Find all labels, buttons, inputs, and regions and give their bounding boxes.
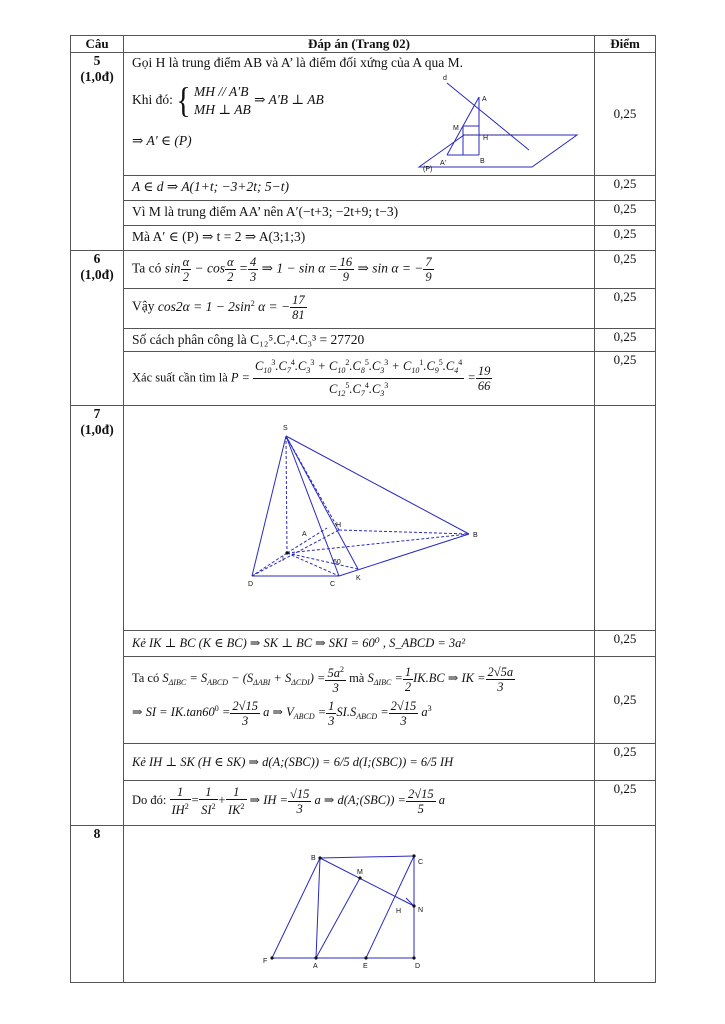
q8-label-c: C — [418, 859, 424, 866]
q7-label-angle: 60 — [333, 559, 341, 566]
q5-label-h: H — [483, 135, 489, 142]
q8-score — [595, 826, 656, 983]
q7-answer-2: Kẻ IK ⊥ BC (K ∈ BC) ⇒ SK ⊥ BC ⇒ SKI = 60⁰ , S_ABCD = 3a² — [124, 631, 595, 657]
q8-figure — [124, 826, 595, 978]
q7-row-1 — [71, 406, 656, 631]
q5-label-m: M — [453, 125, 459, 132]
q5-row-2 — [71, 176, 656, 201]
q7-answer-4: Kẻ IH ⊥ SK (H ∈ SK) ⇒ d(A;(SBC)) = 6/5 d(I;(SBC)) = 6/5 IH — [124, 744, 595, 781]
q5-row-4 — [71, 226, 656, 251]
q7-figure — [124, 406, 595, 626]
q5-label-b: B — [480, 158, 485, 165]
table-header — [71, 36, 656, 53]
q6-answer-3: Số cách phân công là C₁₂⁵.C₇⁴.C₃³ = 27720 — [124, 329, 595, 352]
q7-score-4: 0,25 — [595, 744, 656, 781]
q6-score-1: 0,25 — [595, 251, 656, 289]
q6-score-4: 0,25 — [595, 352, 656, 406]
q5-label-ap: A' — [440, 160, 447, 167]
q8-label-h: H — [396, 908, 402, 915]
q5-answer-3: Vì M là trung điểm AA’ nên A′(−t+3; −2t+9; t−3) — [124, 201, 595, 226]
q7-label-d: D — [248, 581, 254, 588]
q7-answer-5: Do đó: $\frac{1}{IH^2}$ = $\frac{1}{SI^2}$ + $\frac{1}{IK^2}$ ⇒ IH = $\frac{√15}{3}$ a ⇒ d(A;(SBC)) = $\frac{2√15}{5}$ a — [124, 781, 595, 826]
q6-answer-2: Vậy $\cos 2\alpha = 1 - 2\sin^2$ α = − $\frac{17}{81}$ — [124, 289, 595, 329]
q8-label-e: E — [363, 963, 368, 970]
q5-score-2: 0,25 — [595, 176, 656, 201]
q7-row-4 — [71, 744, 656, 781]
q5-answer-4: Mà A′ ∈ (P) ⇒ t = 2 ⇒ A(3;1;3) — [124, 226, 595, 251]
q7-figure-cell — [124, 406, 595, 631]
q8-label: 8 — [71, 826, 124, 983]
answer-table — [70, 35, 656, 983]
q5-label-a: A — [482, 96, 487, 103]
q7-score-3: 0,25 — [595, 657, 656, 744]
q5-score-1: 0,25 — [595, 53, 656, 176]
header-answer: Đáp án (Trang 02) — [124, 36, 595, 53]
q7-answer-3: Ta có $S_{\Delta IBC} = S_{ABCD} - (S_{\Delta ABI} + S_{\Delta CDI})$ = $\frac{5a^2}{3}$ mà $S_{\Delta IBC}$ = $\frac{1}{2}$ IK.BC ⇒ IK = $\frac{2√5a}{3}$ ⇒ SI = $IK.\tan 60^0$ = $\frac{2√15}{3}$ a ⇒ $V_{ABCD}$ = $\frac{1}{3}$ $SI.S_{ABCD}$ = $\frac{2√15}{3}$ $a^3$ — [124, 657, 595, 744]
q5-answer-2: A ∈ d ⇒ A(1+t; −3+2t; 5−t) — [124, 176, 595, 201]
q5-label-d: d — [443, 75, 447, 82]
q7-row-3 — [71, 657, 656, 744]
q6-answer-4: Xác suất cần tìm là P = $\frac{C_{10}^3.C_7^4.C_3^3 + C_{10}^2.C_8^5.C_3^3 + C_{10}^1.C_9^5.C_4^4}{C_{12}^5.C_7^4.C_3^3}$ = $\frac{19}{66}$ — [124, 352, 595, 406]
q7-label-h: H — [336, 522, 342, 529]
q8-label-m: M — [357, 869, 363, 876]
q5-row-1 — [71, 53, 656, 176]
q7-label-i: I — [282, 556, 284, 563]
header-score: Điểm — [595, 36, 656, 53]
q7-label-a: A — [302, 531, 307, 538]
q7-label-c: C — [330, 581, 336, 588]
q5-score-4: 0,25 — [595, 226, 656, 251]
q6-score-2: 0,25 — [595, 289, 656, 329]
q7-label-k: K — [356, 575, 361, 582]
q8-label-n: N — [418, 907, 424, 914]
q7-label-b: B — [473, 532, 478, 539]
q6-row-4 — [71, 352, 656, 406]
q6-row-2 — [71, 289, 656, 329]
q7-score-fig — [595, 406, 656, 631]
q8-label-b: B — [311, 855, 316, 862]
q7-row-5 — [71, 781, 656, 826]
q6-label: 6 (1,0đ) — [71, 251, 124, 406]
q8-row-1 — [71, 826, 656, 983]
q8-label-f: F — [263, 958, 268, 965]
q8-label-d: D — [415, 963, 421, 970]
q7-score-2: 0,25 — [595, 631, 656, 657]
q7-label: 7 (1,0đ) — [71, 406, 124, 826]
q6-answer-1: Ta có sin $\frac{\alpha}{2}$ − cos $\frac{\alpha}{2}$ = $\frac{4}{3}$ ⇒ 1 − sin α = $\frac{16}{9}$ ⇒ sin α = − $\frac{7}{9}$ — [124, 251, 595, 289]
q5-score-3: 0,25 — [595, 201, 656, 226]
q5-label-p: (P) — [423, 166, 433, 173]
q6-row-1 — [71, 251, 656, 289]
q5-answer-1: Gọi H là trung điểm AB và A’ là điểm đối xứng của A qua M. Khi đó: { MH // A′B MH ⊥ AB ⇒ A′B ⊥ AB ⇒ A′ ∈ (P) d A M H A' B (P) — [124, 53, 595, 176]
q7-label-s: S — [283, 425, 288, 432]
q7-row-2 — [71, 631, 656, 657]
q5-figure — [379, 55, 579, 173]
q6-score-3: 0,25 — [595, 329, 656, 352]
q8-figure-cell — [124, 826, 595, 983]
q6-row-3 — [71, 329, 656, 352]
q5-label: 5 (1,0đ) — [71, 53, 124, 251]
header-question: Câu — [71, 36, 124, 53]
q7-score-5: 0,25 — [595, 781, 656, 826]
q5-row-3 — [71, 201, 656, 226]
q8-label-a: A — [313, 963, 318, 970]
